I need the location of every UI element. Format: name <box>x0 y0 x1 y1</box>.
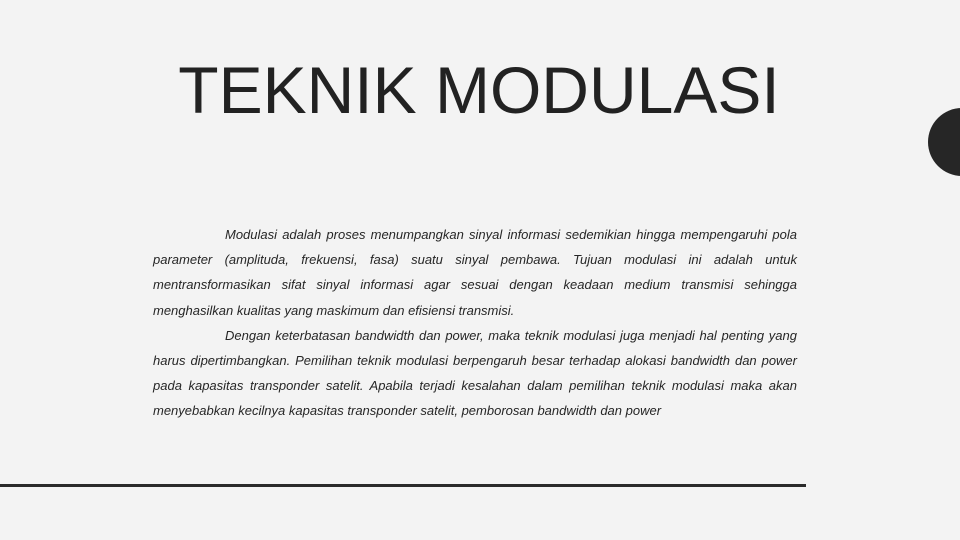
bottom-divider <box>0 484 806 487</box>
slide-title <box>0 52 960 128</box>
slide-body <box>153 222 797 424</box>
slide-title-text: TEKNIK MODULASI <box>178 53 780 127</box>
body-paragraph-1: Modulasi adalah proses menumpangkan sinyal informasi sedemikian hingga mempengaruhi pola parameter (amplituda, frekuensi, fasa) suatu sinyal pembawa. Tujuan modulasi ini adalah untuk mentransformasikan sifat sinyal informasi agar sesuai dengan keadaan medium transmisi sehingga menghasilkan kualitas yang maskimum dan efisiensi transmisi. <box>153 227 797 318</box>
body-paragraph-2: Dengan keterbatasan bandwidth dan power, maka teknik modulasi juga menjadi hal penting yang harus dipertimbangkan. Pemilihan teknik modulasi berpengaruh besar terhadap alokasi bandwidth dan power pada kapasitas transponder satelit. Apabila terjadi kesalahan dalam pemilihan teknik modulasi maka akan menyebabkan kecilnya kapasitas transponder satelit, pemborosan bandwidth dan power <box>153 327 797 419</box>
